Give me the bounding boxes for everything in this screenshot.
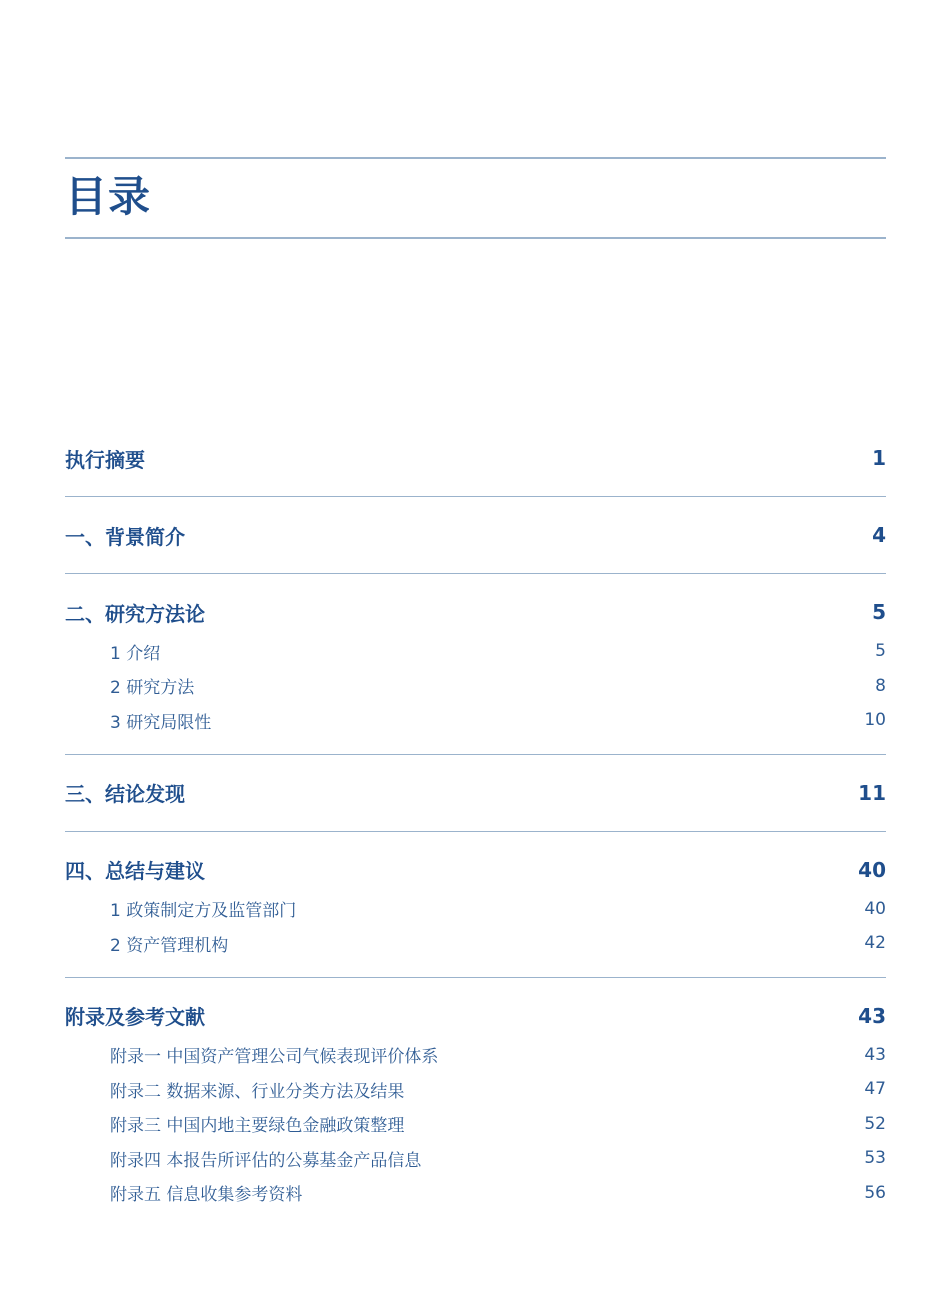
toc-entry-page: 43 xyxy=(858,1003,886,1028)
toc-entry-page: 40 xyxy=(858,857,886,882)
toc-subentry[interactable] xyxy=(65,1176,886,1211)
toc-subentry-label: 1 政策制定方及监管部门 xyxy=(110,901,297,922)
toc-subentry-label: 2 研究方法 xyxy=(110,678,195,699)
toc-subentry-label: 3 研究局限性 xyxy=(110,712,212,733)
toc-entry[interactable] xyxy=(65,436,886,480)
toc-subentry-label: 附录二 数据来源、行业分类方法及结果 xyxy=(110,1081,405,1102)
toc-subentry[interactable] xyxy=(65,1107,886,1142)
toc-entry[interactable] xyxy=(65,994,886,1038)
toc-subentry-page: 43 xyxy=(864,1044,886,1065)
toc-entry-label: 三、结论发现 xyxy=(65,782,185,806)
toc-subentry[interactable] xyxy=(65,703,886,738)
toc-subentry-page: 5 xyxy=(875,641,886,662)
toc-subentry-page: 40 xyxy=(864,898,886,919)
toc-section xyxy=(65,590,886,755)
toc-section xyxy=(65,994,886,1227)
toc-entry-page: 4 xyxy=(872,523,886,547)
toc-entry-label: 附录及参考文献 xyxy=(65,1005,205,1029)
toc-subentry[interactable] xyxy=(65,669,886,704)
title-block xyxy=(65,157,886,239)
toc-subentry[interactable] xyxy=(65,1072,886,1107)
toc-subentry[interactable] xyxy=(65,1038,886,1073)
toc-subentry[interactable] xyxy=(65,634,886,669)
toc-subentry-label: 附录三 中国内地主要绿色金融政策整理 xyxy=(110,1116,405,1137)
toc-section xyxy=(65,513,886,574)
toc-entry-page: 1 xyxy=(872,446,886,470)
toc-entry-label: 二、研究方法论 xyxy=(65,601,205,626)
toc-subentry[interactable] xyxy=(65,1141,886,1176)
toc-subentry-page: 52 xyxy=(864,1113,886,1134)
toc-subentry-page: 53 xyxy=(864,1148,886,1169)
toc-subentry-page: 56 xyxy=(864,1182,886,1203)
toc-subentry-page: 10 xyxy=(864,710,886,731)
toc-section xyxy=(65,436,886,497)
toc-subentry[interactable] xyxy=(65,926,886,961)
toc-subentry-label: 附录五 信息收集参考资料 xyxy=(110,1185,303,1206)
page-title: 目录 xyxy=(65,172,152,221)
toc-entry-label: 四、总结与建议 xyxy=(65,859,205,883)
toc-entry-page: 5 xyxy=(872,600,886,624)
toc-entry-label: 一、背景简介 xyxy=(65,524,185,549)
toc-subentry-label: 附录四 本报告所评估的公募基金产品信息 xyxy=(110,1150,422,1171)
toc-subentry-label: 1 介绍 xyxy=(110,643,161,664)
toc-subentry-label: 附录一 中国资产管理公司气候表现评价体系 xyxy=(110,1047,439,1068)
toc-entry[interactable] xyxy=(65,590,886,634)
toc-entry[interactable] xyxy=(65,848,886,892)
toc-section xyxy=(65,848,886,978)
toc-subentry-page: 8 xyxy=(875,675,886,696)
toc-subentry[interactable] xyxy=(65,892,886,927)
toc-subentry-page: 42 xyxy=(864,933,886,954)
toc-entry[interactable] xyxy=(65,771,886,815)
toc-subentry-page: 47 xyxy=(864,1079,886,1100)
toc-section xyxy=(65,771,886,832)
toc-entry-label: 执行摘要 xyxy=(65,447,145,472)
toc-entry-page: 11 xyxy=(858,780,886,805)
toc-entry[interactable] xyxy=(65,513,886,557)
toc-subentry-label: 2 资产管理机构 xyxy=(110,935,229,956)
table-of-contents xyxy=(65,436,886,1226)
